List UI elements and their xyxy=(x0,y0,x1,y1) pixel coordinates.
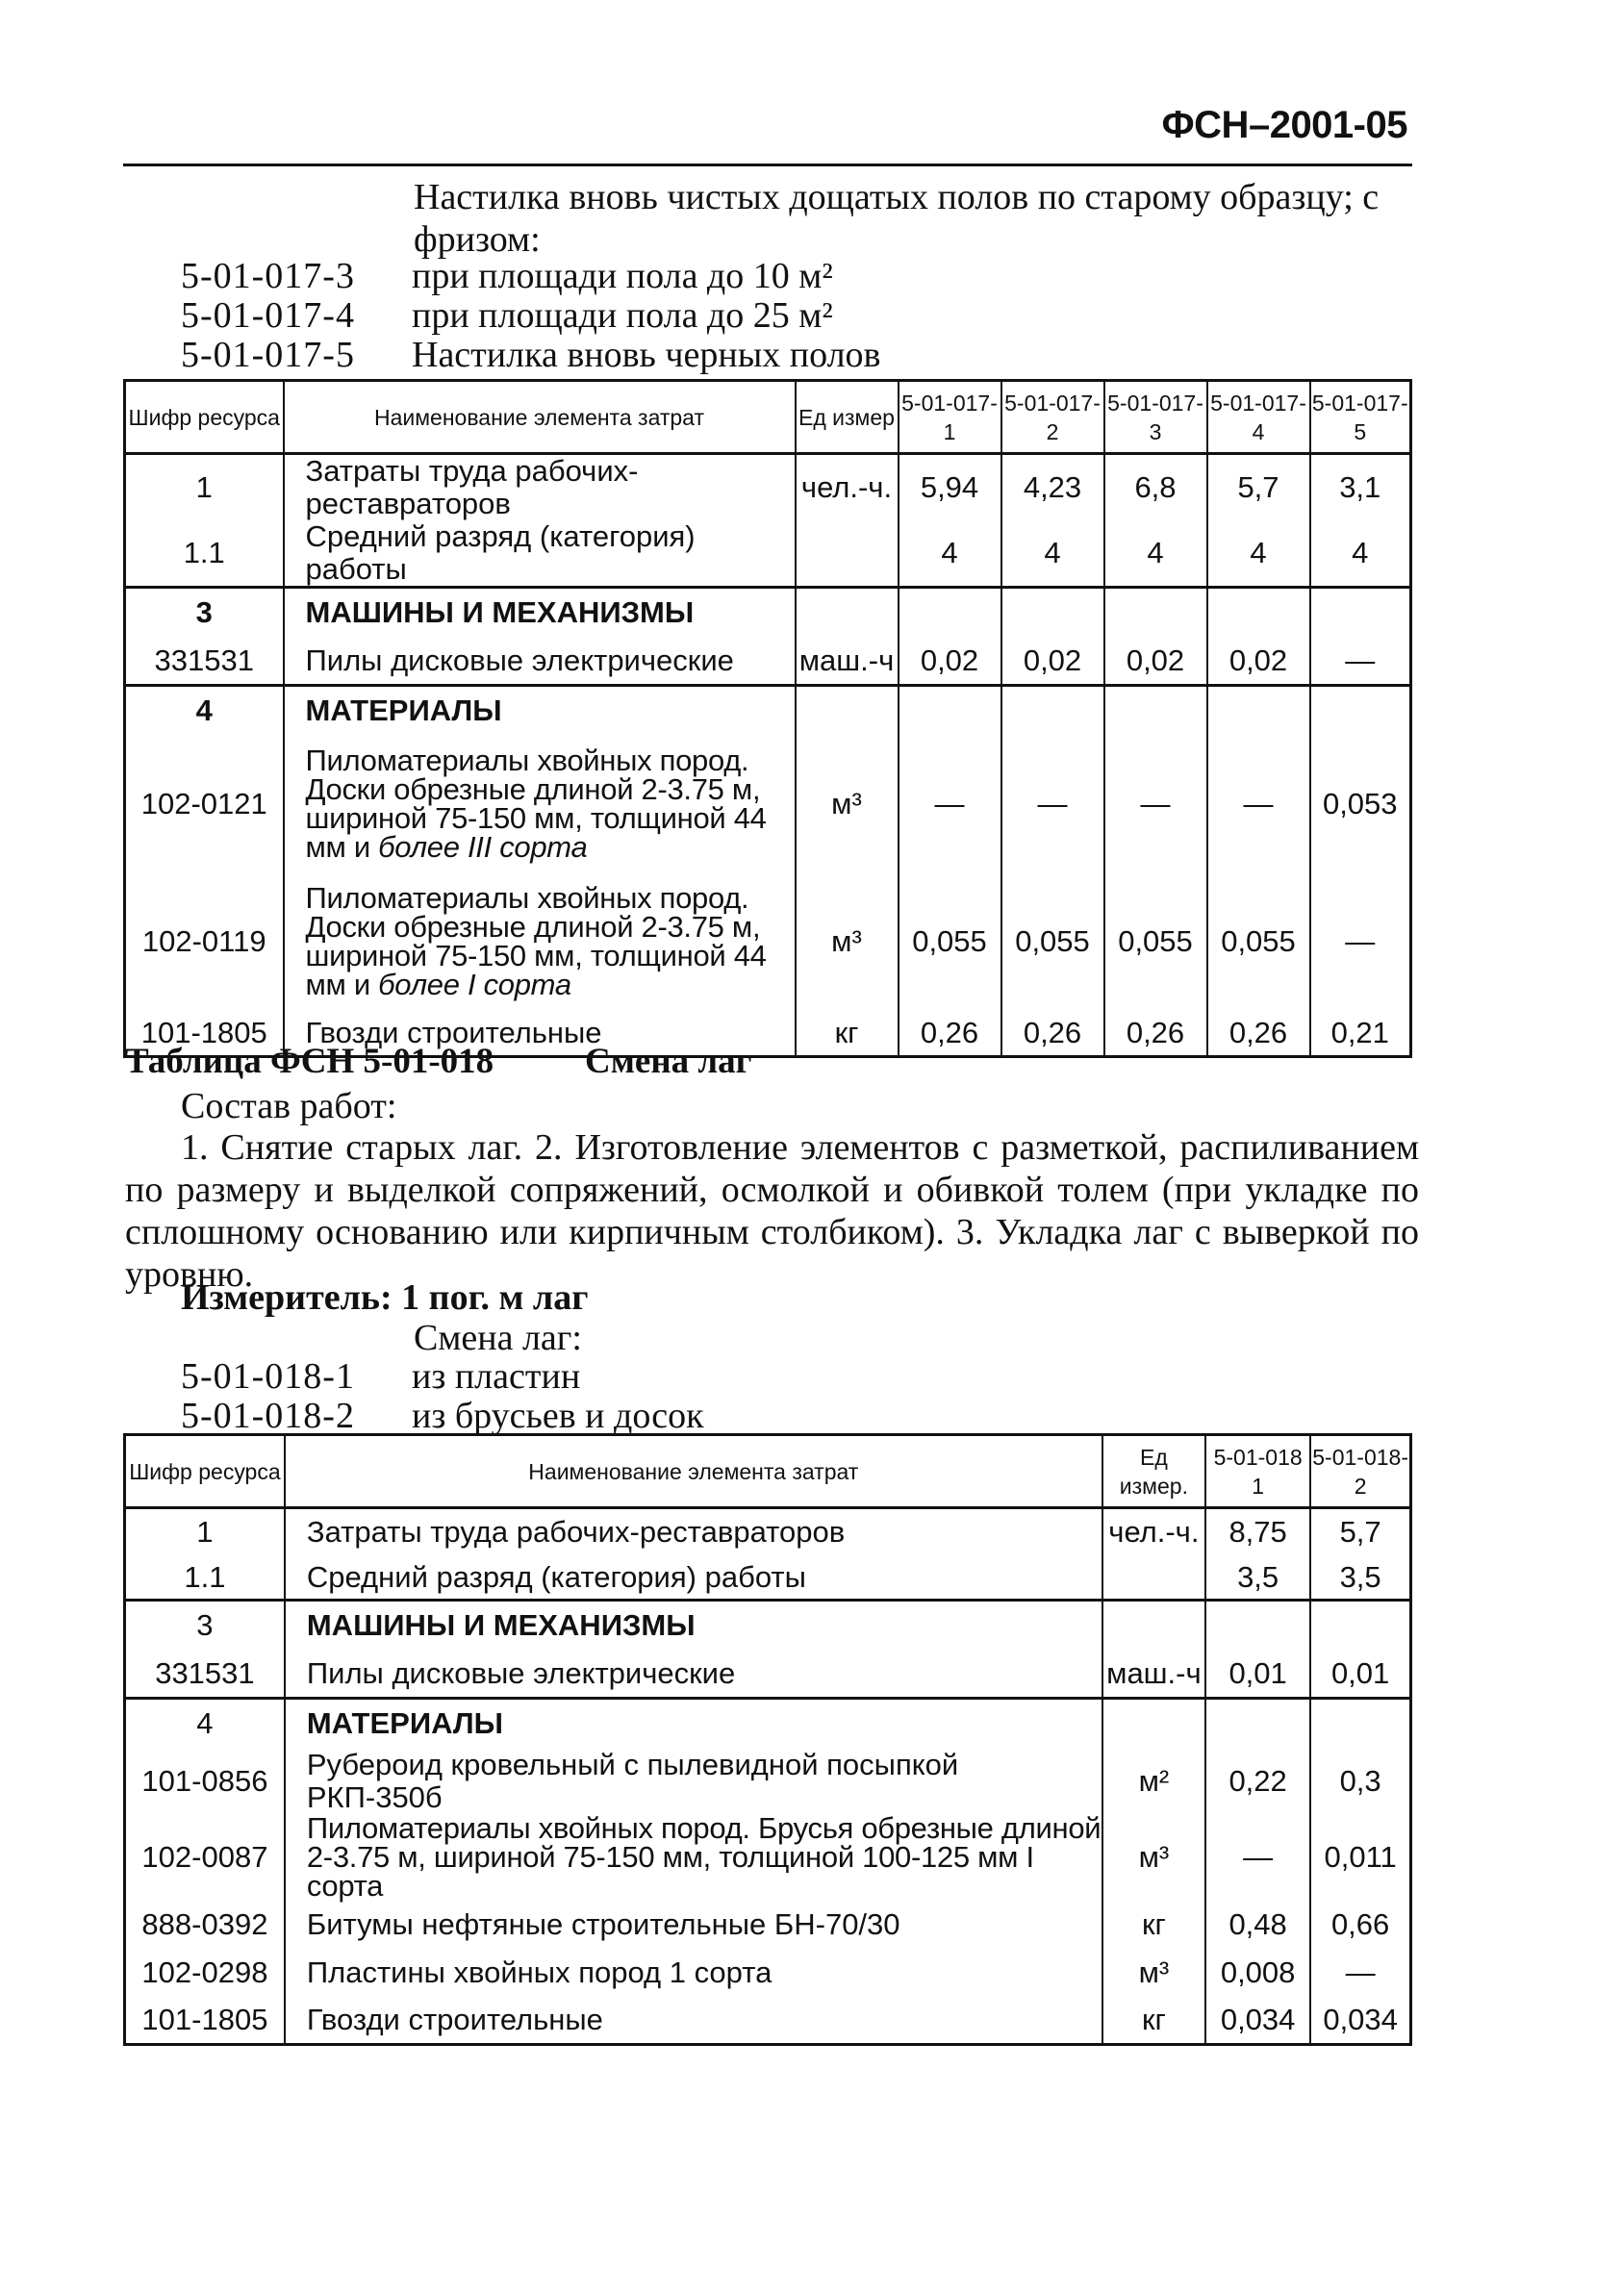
cell-value: 0,02 xyxy=(1104,638,1207,686)
resource-table-1 xyxy=(123,379,1412,1058)
section2-subtitle: Смена лаг: xyxy=(414,1318,582,1358)
table-row xyxy=(125,872,1411,1011)
table-row xyxy=(125,1901,1411,1949)
norm-code: 5-01-017-3 xyxy=(181,256,355,296)
norm-line xyxy=(181,335,880,375)
cell-name xyxy=(284,736,796,872)
cell-unit: чел.-ч. xyxy=(796,454,899,521)
meter-label: Измеритель: 1 пог. м лаг xyxy=(181,1277,589,1318)
cell-value: 0,26 xyxy=(1001,1011,1104,1057)
cell-value: 5,7 xyxy=(1339,1515,1381,1550)
resource-table-2 xyxy=(123,1433,1412,2046)
cell-name-main: Пиломатериалы хвойных пород. Доски обрезные длиной 2-3.75 м, шириной 75-150 мм, толщиной 44 мм и xyxy=(305,880,767,1001)
work-description: 1. Снятие старых лаг. 2. Изготовление элементов с разметкой, распиливанием по размеру и выделкой сопряжений, осмолкой и обивкой толем (при укладке по сплошному основанию или кирпичным столбиком). 3. Укладка лаг с выверкой по уровню. xyxy=(125,1127,1419,1295)
cell-name: Рубероид кровельный с пылевидной посыпкой РКП-350б xyxy=(285,1749,1102,1814)
cell-value: 0,26 xyxy=(899,1011,1001,1057)
cell-name: Гвозди строительные xyxy=(284,1011,796,1057)
cell-value: 4 xyxy=(1001,520,1104,588)
cell-name: Средний разряд (категория) работы xyxy=(284,520,796,588)
table-section-row xyxy=(125,588,1411,638)
cell-name: Гвозди строительные xyxy=(285,1997,1102,2045)
header-col: 5-01-017-2 xyxy=(1001,381,1104,454)
header-col: 5-01-018 1 xyxy=(1205,1435,1310,1508)
table-caption-label: Таблица ФСН 5-01-018 xyxy=(125,1042,494,1081)
norm-text: при площади пола до 10 м² xyxy=(412,256,833,296)
table-row xyxy=(125,1814,1411,1901)
cell-value: 0,055 xyxy=(1104,872,1207,1011)
page-header-code: ФСН–2001-05 xyxy=(1161,104,1407,146)
cell-unit: кг xyxy=(796,1011,899,1057)
cell-value: 4 xyxy=(1207,520,1310,588)
table-row xyxy=(125,1651,1411,1699)
header-col: 5-01-017-3 xyxy=(1104,381,1207,454)
cell-unit: маш.-ч xyxy=(796,638,899,686)
table-row xyxy=(125,1997,1411,2045)
cell-code: 102-0121 xyxy=(125,736,284,872)
cell-name: Пиломатериалы хвойных пород. Брусья обрезные длиной 2-3.75 м, шириной 75-150 мм, толщиной 100-125 мм I сорта xyxy=(285,1814,1102,1901)
header-col: 5-01-017-1 xyxy=(899,381,1001,454)
cell-name: Пластины хвойных пород 1 сорта xyxy=(285,1949,1102,1997)
table-row xyxy=(125,1508,1411,1556)
cell-code: 102-0087 xyxy=(125,1814,285,1901)
norm-line xyxy=(181,256,833,296)
section1-title: Настилка вновь чистых дощатых полов по старому образцу; с фризом: xyxy=(414,177,1380,260)
norm-line xyxy=(181,1396,704,1436)
cell-code: 1.1 xyxy=(125,1556,285,1601)
table-caption-name: Смена лаг xyxy=(585,1042,752,1081)
norm-line xyxy=(181,1356,580,1397)
cell-code: 101-1805 xyxy=(125,1997,285,2045)
norm-code: 5-01-017-4 xyxy=(181,295,355,336)
cell-code: 4 xyxy=(125,686,284,736)
cell-unit: кг xyxy=(1102,1901,1205,1949)
table-row xyxy=(125,638,1411,686)
header-unit: Ед измер. xyxy=(1102,1435,1205,1508)
cell-value: 0,22 xyxy=(1205,1749,1310,1814)
cell-value: — xyxy=(1345,1955,1376,1989)
norm-code: 5-01-018-2 xyxy=(181,1396,355,1436)
header-name: Наименование элемента затрат xyxy=(285,1435,1102,1508)
cell-name xyxy=(284,872,796,1011)
header-name: Наименование элемента затрат xyxy=(284,381,796,454)
cell-value: 5,7 xyxy=(1207,454,1310,521)
cell-value: 0,01 xyxy=(1330,1655,1390,1690)
table-section-row xyxy=(125,686,1411,736)
cell-code: 1.1 xyxy=(125,520,284,588)
cell-code: 331531 xyxy=(125,1651,285,1699)
cell-unit: кг xyxy=(1102,1997,1205,2045)
table-header-row xyxy=(125,381,1411,454)
cell-unit: м² xyxy=(1102,1749,1205,1814)
cell-value: 0,21 xyxy=(1330,1015,1389,1049)
cell-code: 4 xyxy=(125,1699,285,1749)
cell-code: 331531 xyxy=(125,638,284,686)
cell-value: — xyxy=(1205,1814,1310,1901)
cell-name: Пилы дисковые электрические xyxy=(284,638,796,686)
cell-unit: чел.-ч. xyxy=(1102,1508,1205,1556)
cell-value: 6,8 xyxy=(1104,454,1207,521)
cell-code: 101-1805 xyxy=(125,1011,284,1057)
cell-unit xyxy=(796,520,899,588)
table-row xyxy=(125,1556,1411,1601)
cell-value: — xyxy=(1345,923,1376,958)
cell-value: 4 xyxy=(1104,520,1207,588)
cell-code: 1 xyxy=(125,454,284,521)
header-rule xyxy=(123,164,1412,166)
header-unit: Ед измер xyxy=(796,381,899,454)
norm-code: 5-01-018-1 xyxy=(181,1356,355,1397)
cell-unit: м³ xyxy=(796,736,899,872)
cell-value: 0,034 xyxy=(1205,1997,1310,2045)
section-heading: МАТЕРИАЛЫ xyxy=(284,686,796,736)
cell-value: 4 xyxy=(899,520,1001,588)
header-code: Шифр ресурса xyxy=(125,1435,285,1508)
cell-value: — xyxy=(1104,736,1207,872)
table-row xyxy=(125,520,1411,588)
table-caption xyxy=(125,1041,752,1082)
cell-value: 0,48 xyxy=(1205,1901,1310,1949)
header-col: 5-01-017-5 xyxy=(1310,381,1411,454)
table-row xyxy=(125,1949,1411,1997)
cell-value: 8,75 xyxy=(1205,1508,1310,1556)
cell-unit: м³ xyxy=(796,872,899,1011)
cell-value: 0,02 xyxy=(899,638,1001,686)
cell-code: 102-0119 xyxy=(125,872,284,1011)
cell-value: — xyxy=(1207,736,1310,872)
work-label: Состав работ: xyxy=(181,1086,397,1126)
cell-value: 0,26 xyxy=(1207,1011,1310,1057)
cell-value: 0,01 xyxy=(1205,1651,1310,1699)
section-heading: МАШИНЫ И МЕХАНИЗМЫ xyxy=(285,1601,1102,1651)
cell-value: — xyxy=(899,736,1001,872)
norm-line xyxy=(181,295,833,336)
header-col: 5-01-017-4 xyxy=(1207,381,1310,454)
cell-value: 0,034 xyxy=(1323,2002,1398,2036)
cell-value: 0,26 xyxy=(1104,1011,1207,1057)
cell-value: 0,02 xyxy=(1207,638,1310,686)
cell-name-main: Пиломатериалы хвойных пород. Доски обрезные длиной 2-3.75 м, шириной 75-150 мм, толщиной 44 мм и xyxy=(305,743,767,864)
norm-code: 5-01-017-5 xyxy=(181,335,355,375)
cell-unit: м³ xyxy=(1102,1814,1205,1901)
cell-value: 4,23 xyxy=(1001,454,1104,521)
cell-value: 0,008 xyxy=(1205,1949,1310,1997)
cell-value: 0,3 xyxy=(1339,1763,1381,1798)
cell-value: 3,5 xyxy=(1339,1559,1381,1594)
cell-value: 0,055 xyxy=(1207,872,1310,1011)
cell-value: 5,94 xyxy=(899,454,1001,521)
cell-name: Пилы дисковые электрические xyxy=(285,1651,1102,1699)
norm-text: из брусьев и досок xyxy=(412,1396,704,1436)
cell-code: 3 xyxy=(125,1601,285,1651)
cell-value: — xyxy=(1001,736,1104,872)
cell-name: Средний разряд (категория) работы xyxy=(285,1556,1102,1601)
section-heading: МАТЕРИАЛЫ xyxy=(285,1699,1102,1749)
cell-value: 3,1 xyxy=(1339,470,1381,504)
cell-unit: маш.-ч xyxy=(1102,1651,1205,1699)
cell-name: Затраты труда рабочих-реставраторов xyxy=(284,454,796,521)
cell-value: — xyxy=(1345,643,1376,677)
table-section-row xyxy=(125,1699,1411,1749)
cell-value: 0,053 xyxy=(1322,786,1398,820)
cell-value: 4 xyxy=(1352,536,1369,569)
cell-name: Битумы нефтяные строительные БН-70/30 xyxy=(285,1901,1102,1949)
table-section-row xyxy=(125,1601,1411,1651)
norm-text: из пластин xyxy=(412,1356,581,1397)
cell-code: 888-0392 xyxy=(125,1901,285,1949)
cell-value: 0,011 xyxy=(1324,1839,1397,1874)
table-row xyxy=(125,1749,1411,1814)
cell-name-grade: более III сорта xyxy=(378,829,588,864)
header-col: 5-01-018-2 xyxy=(1310,1435,1410,1508)
table-row xyxy=(125,454,1411,521)
cell-code: 1 xyxy=(125,1508,285,1556)
cell-value: 0,66 xyxy=(1330,1906,1390,1941)
cell-code: 101-0856 xyxy=(125,1749,285,1814)
cell-value: 3,5 xyxy=(1205,1556,1310,1601)
table-header-row xyxy=(125,1435,1411,1508)
cell-name-grade: более I сорта xyxy=(378,967,571,1001)
header-code: Шифр ресурса xyxy=(125,381,284,454)
cell-value: 0,055 xyxy=(899,872,1001,1011)
cell-value: 0,02 xyxy=(1001,638,1104,686)
cell-unit xyxy=(1102,1556,1205,1601)
cell-code: 3 xyxy=(125,588,284,638)
cell-code: 102-0298 xyxy=(125,1949,285,1997)
cell-unit: м³ xyxy=(1102,1949,1205,1997)
section-heading: МАШИНЫ И МЕХАНИЗМЫ xyxy=(284,588,796,638)
cell-name: Затраты труда рабочих-реставраторов xyxy=(285,1508,1102,1556)
norm-text: при площади пола до 25 м² xyxy=(412,295,833,336)
norm-text: Настилка вновь черных полов xyxy=(412,335,881,375)
cell-value: 0,055 xyxy=(1001,872,1104,1011)
table-row xyxy=(125,736,1411,872)
